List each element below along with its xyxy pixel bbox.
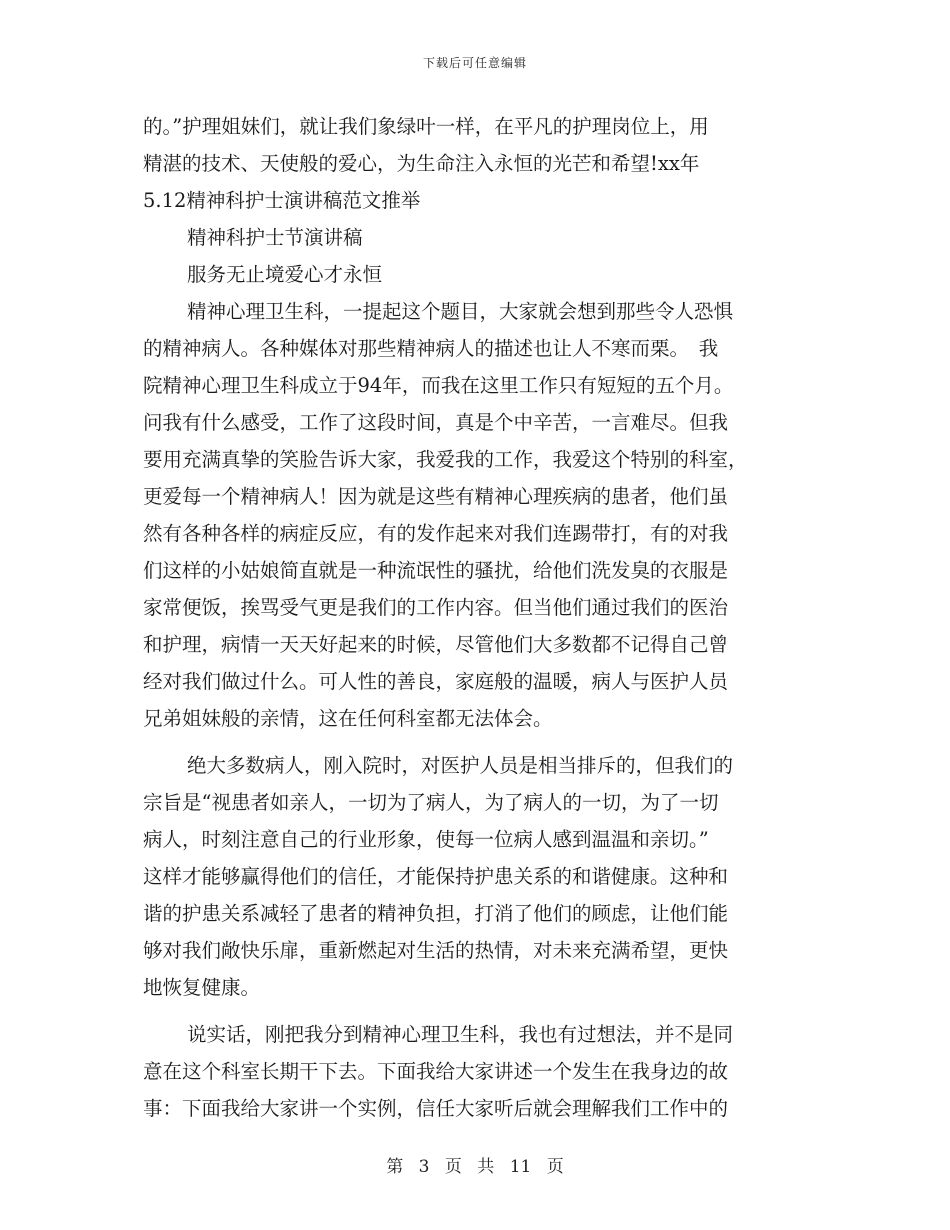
footer-page-number: 3 (418, 1157, 430, 1177)
text-line: 兄弟姐妹般的亲情，这在任何科室都无法体会。 (143, 707, 553, 730)
footer-total-pages: 11 (509, 1157, 532, 1177)
speech-title: 精神科护士节演讲稿 (187, 226, 363, 249)
text-line: 要用充满真挚的笑脸告诉大家，我爱我的工作，我爱这个特别的科室， (143, 448, 748, 471)
footer-ye: 页 (546, 1157, 564, 1177)
text-line: 病人，时刻注意自己的行业形象，使每一位病人感到温温和亲切。” (143, 828, 709, 851)
text-line: 的。”护理姐妹们，就让我们象绿叶一样，在平凡的护理岗位上，用 (143, 115, 709, 138)
page-footer (0, 1152, 950, 1177)
text-line: 这样才能够赢得他们的信任，才能保持护患关系的和谐健康。这种和 (143, 865, 729, 888)
text-line: 家常便饭，挨骂受气更是我们的工作内容。但当他们通过我们的医治 (143, 596, 729, 619)
text-line: 绝大多数病人，刚入院时，对医护人员是相当排斥的，但我们的 (187, 754, 734, 777)
text-line: 精神心理卫生科，一提起这个题目，大家就会想到那些令人恐惧 (187, 300, 734, 323)
text-line: 地恢复健康。 (143, 976, 261, 999)
text-line: 经对我们做过什么。可人性的善良，家庭般的温暖，病人与医护人员 (143, 670, 729, 693)
text-line: 够对我们敞快乐扉，重新燃起对生活的热情，对未来充满希望，更快 (143, 939, 729, 962)
footer-di: 第 (386, 1157, 404, 1177)
text-line: 们这样的小姑娘简直就是一种流氓性的骚扰，给他们洗发臭的衣服是 (143, 559, 729, 582)
text-line: 宗旨是“视患者如亲人，一切为了病人，为了病人的一切，为了一切 (143, 791, 719, 814)
footer-gong: 共 (477, 1157, 495, 1177)
text-line: 事：下面我给大家讲一个实例，信任大家听后就会理解我们工作中的 (143, 1097, 729, 1120)
text-line: 精湛的技术、天使般的爱心，为生命注入永恒的光芒和希望!xx年 (143, 152, 700, 175)
text-line: 然有各种各样的病症反应，有的发作起来对我们连踢带打，有的对我 (143, 522, 729, 545)
page-header-note: 下载后可任意编辑 (422, 56, 527, 70)
text-line: 说实话，刚把我分到精神心理卫生科，我也有过想法，并不是同 (187, 1023, 734, 1046)
document-body (143, 108, 798, 1127)
text-line: 意在这个科室长期干下去。下面我给大家讲述一个发生在我身边的故 (143, 1060, 729, 1083)
text-line: 问我有什么感受，工作了这段时间，真是个中辛苦，一言难尽。但我 (143, 411, 729, 434)
text-line: 谐的护患关系减轻了患者的精神负担，打消了他们的顾虑，让他们能 (143, 902, 729, 925)
text-line: 的精神病人。各种媒体对那些精神病人的描述也让人不寒而栗。 我 (143, 337, 719, 360)
footer-ye: 页 (444, 1157, 462, 1177)
text-line: 和护理，病情一天天好起来的时候，尽管他们大多数都不记得自己曾 (143, 633, 729, 656)
speech-subtitle: 服务无止境爱心才永恒 (187, 263, 383, 286)
text-line: 5.12精神科护士演讲稿范文推举 (143, 189, 421, 212)
text-line: 院精神心理卫生科成立于94年，而我在这里工作只有短短的五个月。 (143, 374, 734, 397)
text-line: 更爱每一个精神病人！因为就是这些有精神心理疾病的患者，他们虽 (143, 485, 729, 508)
